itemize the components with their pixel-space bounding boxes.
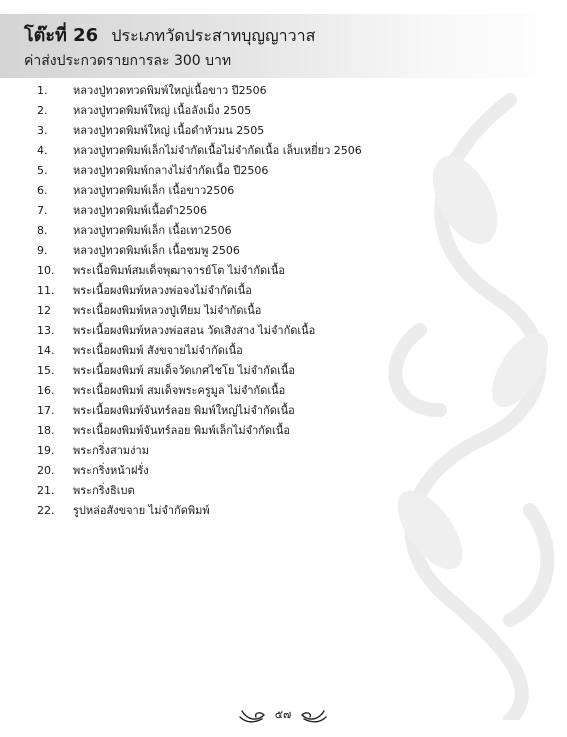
item-number: 19.: [37, 444, 55, 457]
item-number: 6.: [37, 184, 48, 197]
item-text: พระกริ่งหน้าฝรั่ง: [73, 464, 149, 477]
item-text: พระเนื้อผงพิมพ์ สมเด็จพระครูมูล ไม่จำกัดเนื้อ: [73, 384, 286, 397]
item-number: 4.: [37, 144, 48, 157]
floral-watermark-icon: [360, 80, 567, 720]
item-text: หลวงปู่ทวดพิมพ์เนื้อดำ2506: [73, 204, 208, 217]
item-number: 13.: [37, 324, 55, 337]
item-text: หลวงปู่ทวดพิมพ์เล็ก เนื้อขาว2506: [73, 184, 235, 197]
item-text: พระเนื้อผงพิมพ์จันทร์ลอย พิมพ์ใหญ่ไม่จำกัดเนื้อ: [73, 404, 295, 417]
item-text: หลวงปู่ทวดพิมพ์เล็ก เนื้อชมพู 2506: [73, 244, 240, 257]
item-text: รูปหล่อสังขจาย ไม่จำกัดพิมพ์: [73, 504, 210, 517]
item-number: 9.: [37, 244, 48, 257]
item-number: 1.: [37, 84, 48, 97]
item-text: พระเนื้อผงพิมพ์หลวงปู่เทียม ไม่จำกัดเนื้อ: [73, 304, 262, 317]
item-text: พระเนื้อผงพิมพ์หลวงพ่อจงไม่จำกัดเนื้อ: [73, 284, 252, 297]
item-text: พระเนื้อผงพิมพ์จันทร์ลอย พิมพ์เล็กไม่จำกัดเนื้อ: [73, 424, 290, 437]
item-number: 3.: [37, 124, 48, 137]
table-number-label: โต๊ะที่ 26: [24, 25, 99, 46]
item-number: 7.: [37, 204, 48, 217]
item-text: พระกริ่งสามง่าม: [73, 444, 149, 457]
item-number: 12: [37, 304, 51, 317]
page-number: ๕๗: [274, 708, 292, 721]
item-number: 11.: [37, 284, 55, 297]
item-number: 21.: [37, 484, 55, 497]
table-category-name: ประเภทวัดประสาทบุญญาวาส: [111, 26, 316, 45]
item-text: หลวงปู่ทวดพิมพ์ใหญ่ เนื้อลังเม็ง 2505: [73, 104, 252, 117]
item-text: หลวงปู่ทวดพิมพ์เล็กไม่จำกัดเนื้อไม่จำกัดเนื้อ เล็บเหยี่ยว 2506: [73, 144, 362, 157]
item-number: 20.: [37, 464, 55, 477]
item-number: 10.: [37, 264, 55, 277]
item-number: 17.: [37, 404, 55, 417]
item-text: พระเนื้อผงพิมพ์ สมเด็จวัดเกศไชโย ไม่จำกัดเนื้อ: [73, 364, 295, 377]
item-number: 15.: [37, 364, 55, 377]
item-number: 5.: [37, 164, 48, 177]
item-text: พระกริ่งธิเบต: [73, 484, 135, 497]
entry-fee-subtitle: ค่าส่งประกวดรายการละ 300 บาท: [24, 53, 232, 69]
item-number: 22.: [37, 504, 55, 517]
item-text: หลวงปู่ทวดทวดพิมพ์ใหญ่เนื้อขาว ปี2506: [73, 84, 267, 97]
item-text: หลวงปู่ทวดพิมพ์ใหญ่ เนื้อดำหัวมน 2505: [73, 124, 265, 137]
item-text: พระเนื้อพิมพ์สมเด็จพุฒาจารย์โต ไม่จำกัดเนื้อ: [73, 264, 286, 277]
item-number: 14.: [37, 344, 55, 357]
item-text: หลวงปู่ทวดพิมพ์กลางไม่จำกัดเนื้อ ปี2506: [73, 164, 269, 177]
item-text: หลวงปู่ทวดพิมพ์เล็ก เนื้อเทา2506: [73, 224, 232, 237]
item-text: พระเนื้อผงพิมพ์ สังขจายไม่จำกัดเนื้อ: [73, 344, 243, 357]
item-number: 16.: [37, 384, 55, 397]
item-number: 2.: [37, 104, 48, 117]
item-text: พระเนื้อผงพิมพ์หลวงพ่อสอน วัดเสิงสาง ไม่จำกัดเนื้อ: [73, 324, 316, 337]
item-number: 8.: [37, 224, 48, 237]
item-number: 18.: [37, 424, 55, 437]
page-title: [24, 20, 315, 49]
